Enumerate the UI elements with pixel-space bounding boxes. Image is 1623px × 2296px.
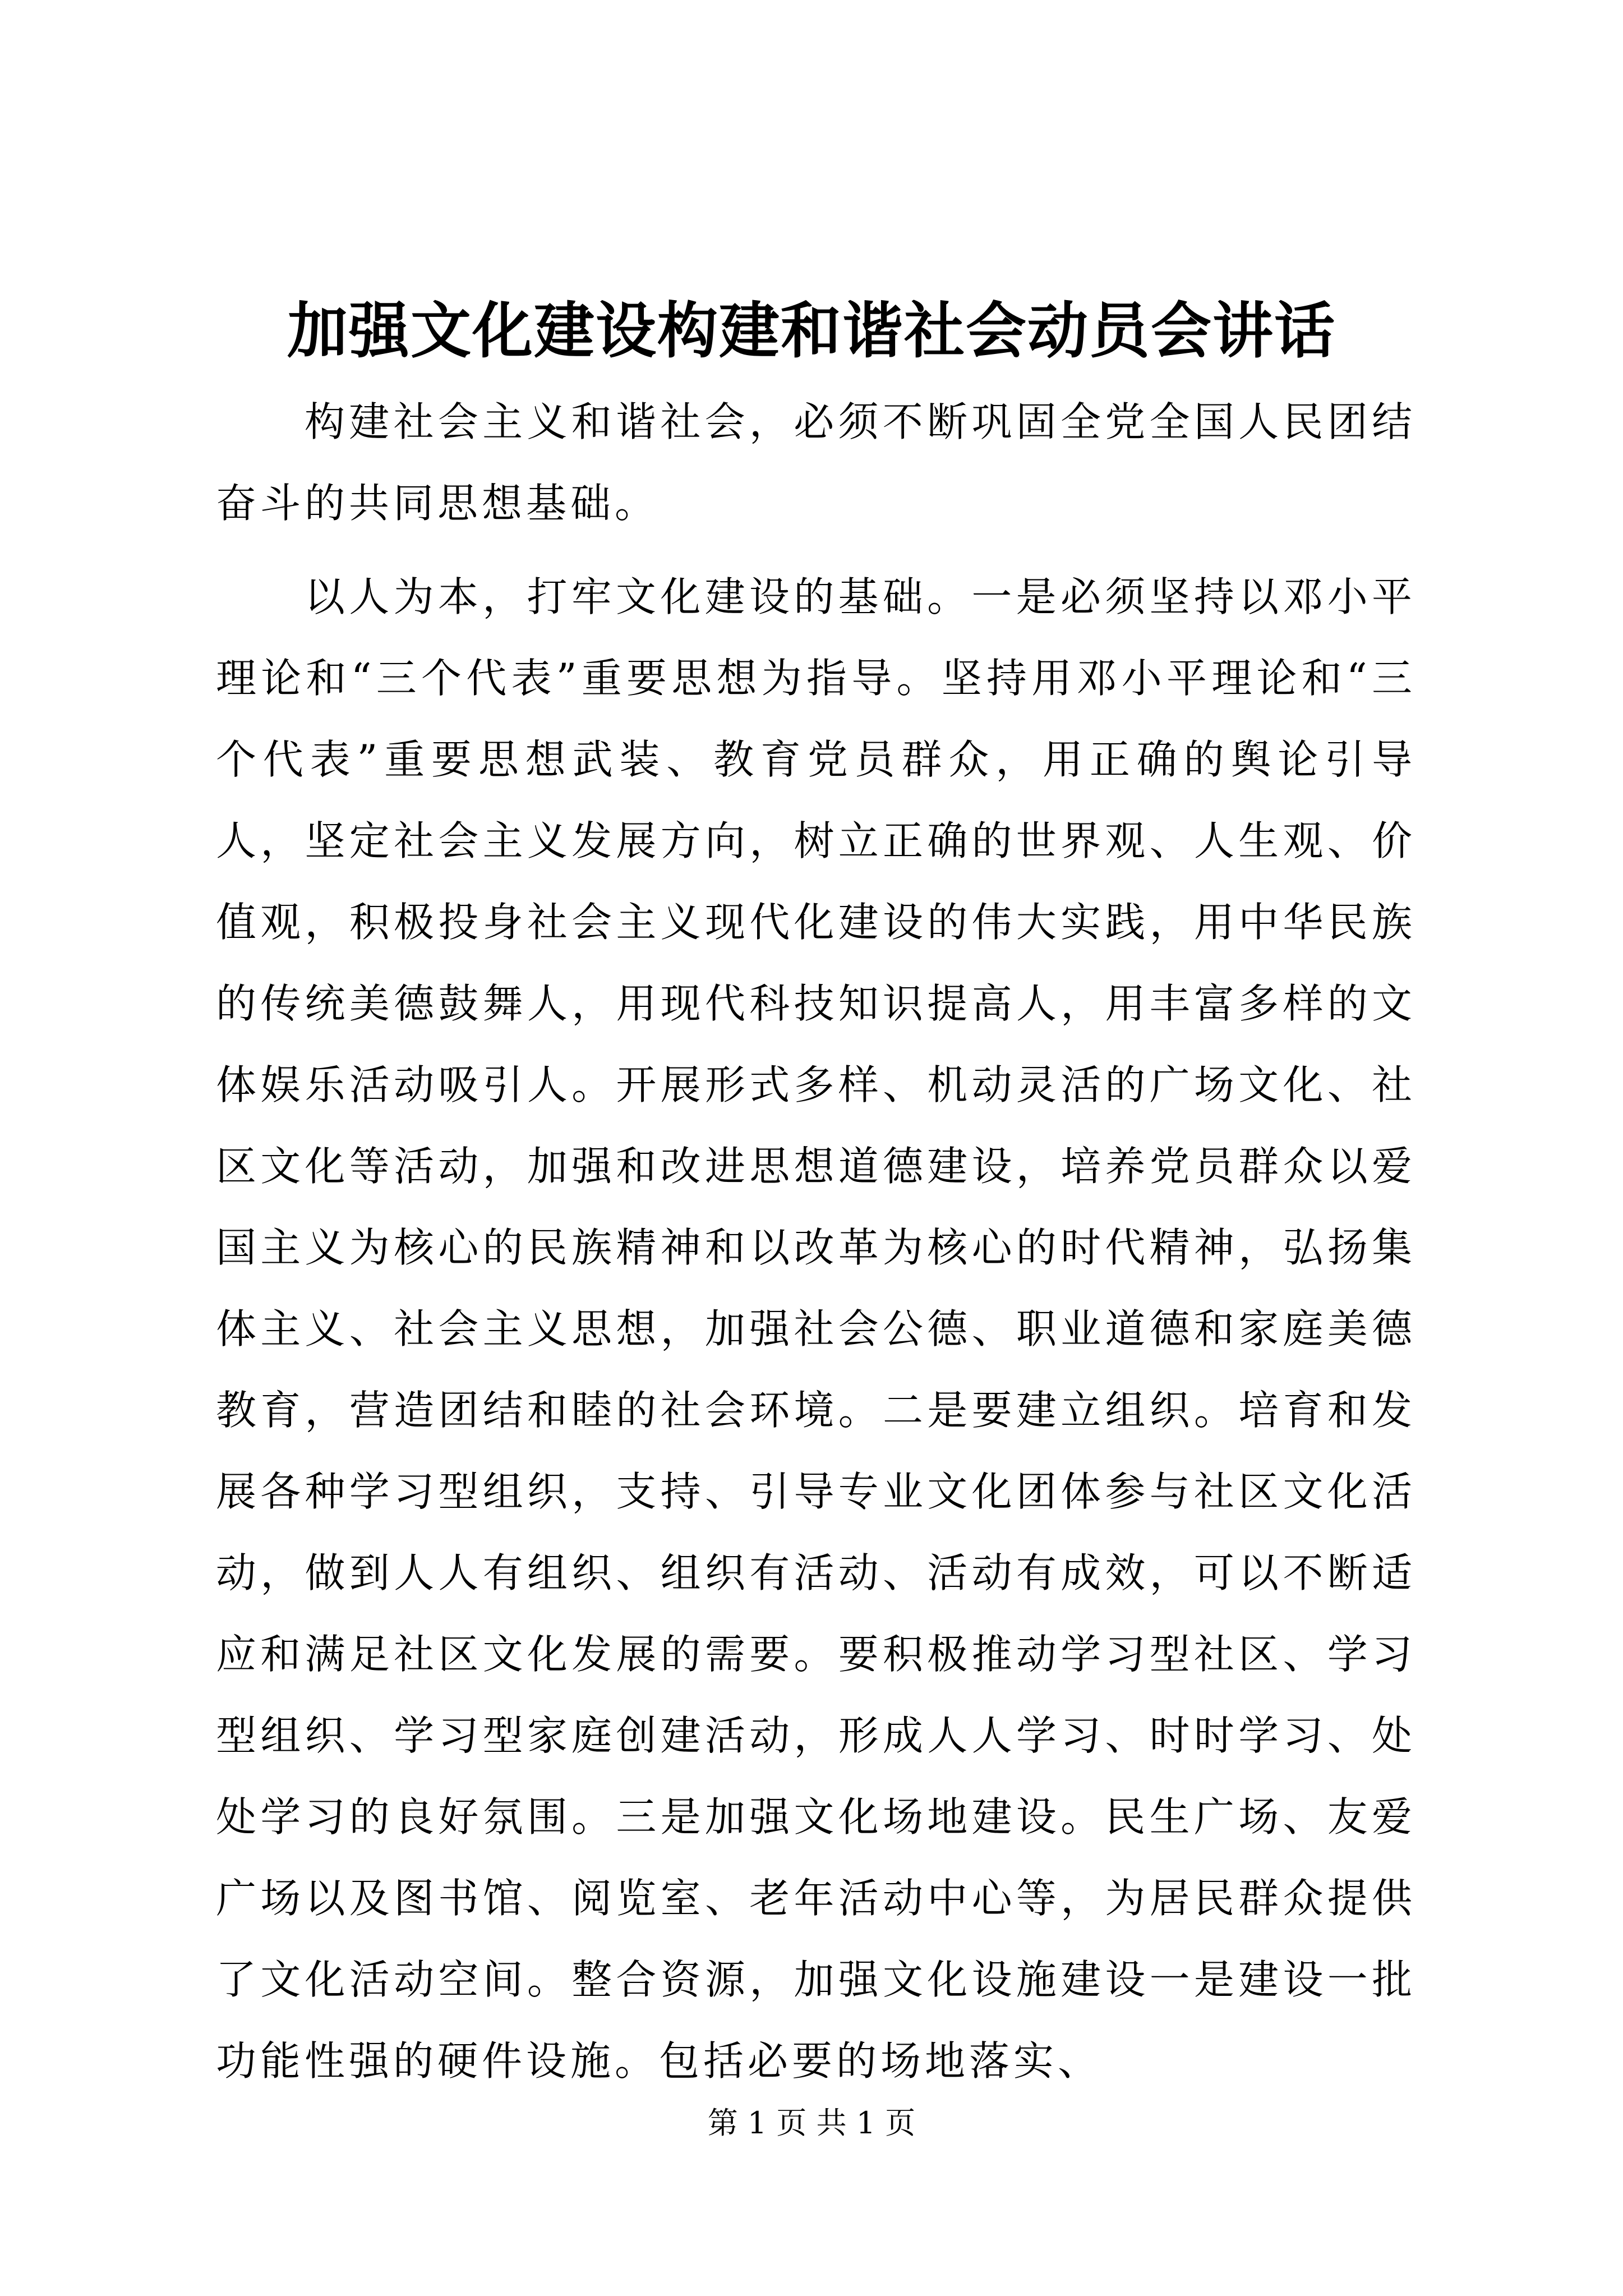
- page-footer: 第 1 页 共 1 页: [707, 2105, 916, 2141]
- document-title: 加强文化建设构建和谐社会动员会讲话: [287, 296, 1336, 366]
- paragraph: 构建社会主义和谐社会，必须不断巩固全党全国人民团结奋斗的共同思想基础。: [216, 398, 1416, 527]
- paragraph: 以人为本，打牢文化建设的基础。一是必须坚持以邓小平理论和“三个代表”重要思想为指导。坚持用邓小平理论和“三个代表”重要思想武装、教育党员群众，用正确的舆论引导人，坚定社会主义发展方向，树立正确的世界观、人生观、价值观，积极投身社会主义现代化建设的伟大实践，用中华民族的传统美德鼓舞人，用现代科技知识提高人，用丰富多样的文体娱乐活动吸引人。开展形式多样、机动灵活的广场文化、社区文化等活动，加强和改进思想道德建设，培养党员群众以爱国主义为核心的民族精神和以改革为核心的时代精神，弘扬集体主义、社会主义思想，加强社会公德、职业道德和家庭美德教育，营造团结和睦的社会环境。二是要建立组织。培育和发展各种学习型组织，支持、引导专业文化团体参与社区文化活动，做到人人有组织、组织有活动、活动有成效，可以不断适应和满足社区文化发展的需要。要积极推动学习型社区、学习型组织、学习型家庭创建活动，形成人人学习、时时学习、处处学习的良好氛围。三是加强文化场地建设。民生广场、友爱广场以及图书馆、阅览室、老年活动中心等，为居民群众提供了文化活动空间。整合资源，加强文化设施建设一是建设一批功能性强的硬件设施。包括必要的场地落实、: [216, 573, 1416, 2085]
- document-body: [216, 381, 1416, 2102]
